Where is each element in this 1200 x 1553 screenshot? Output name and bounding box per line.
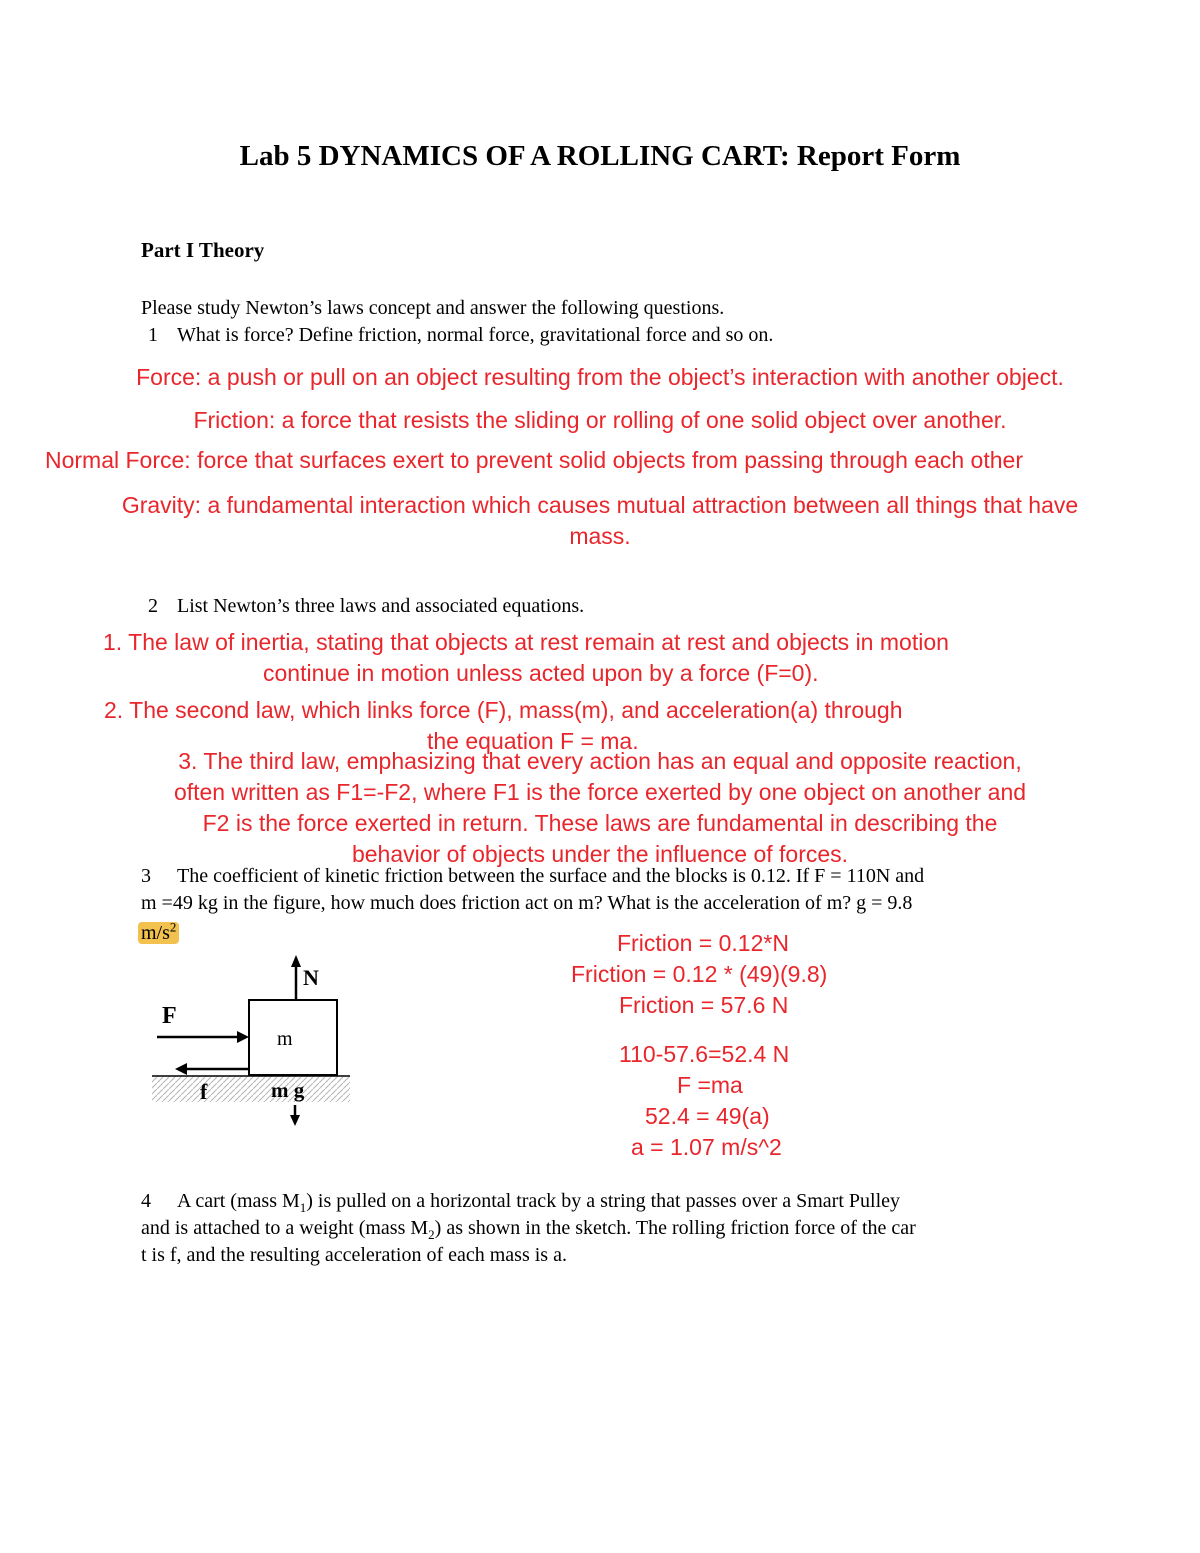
q1-number: 1 [148,324,158,346]
q4-line2-sub: 2 [428,1227,435,1242]
weight-arrowhead [290,1115,300,1126]
q2-number: 2 [148,595,158,617]
q3-line2: m =49 kg in the figure, how much does friction act on m? What is the acceleration of m? g = 9.8 [141,892,913,914]
applied-force-arrowhead [237,1031,249,1043]
q3-units-exponent: 2 [169,919,177,934]
q3-line1: The coefficient of kinetic friction between the surface and the blocks is 0.12. If F = 110N and [177,865,925,887]
q3-answer-friction-sub: Friction = 0.12 * (49)(9.8) [571,961,828,987]
block-label-m: m [277,1028,293,1050]
document-title: Lab 5 DYNAMICS OF A ROLLING CART: Report Form [239,140,961,172]
q2-answer-law2-cont: the equation F = ma. [427,728,639,754]
q4-line1-a: A cart (mass M [177,1190,300,1212]
q2-answer-law3-cont3: behavior of objects under the influence of forces. [351,841,849,867]
q4-line1-sub: 1 [299,1200,307,1215]
q3-answer-acceleration: a = 1.07 m/s^2 [631,1134,782,1160]
q4-line2 [141,1217,916,1243]
part1-heading: Part I Theory [141,238,265,262]
part1-intro: Please study Newton’s laws concept and answer the following questions. [141,297,725,319]
label-N: N [303,965,319,990]
q3-units-text: m/s [141,921,170,944]
q4-line1 [177,1190,900,1216]
q1-answer-force: Force: a push or pull on an object resulting from the object’s interaction with another object. [136,364,1064,390]
label-mg: m g [271,1078,305,1102]
q1-text: What is force? Define friction, normal force, gravitational force and so on. [177,324,774,346]
q4-line1-b: ) is pulled on a horizontal track by a string that passes over a Smart Pulley [306,1190,901,1212]
q2-answer-law1-cont: continue in motion unless acted upon by a force (F=0). [263,660,819,686]
q2-answer-law3-cont1: often written as F1=-F2, where F1 is the force exerted by one object on another and [173,779,1027,805]
q3-answer-newton2: F =ma [677,1072,743,1098]
q2-answer-law2: 2. The second law, which links force (F), mass(m), and acceleration(a) through [104,697,903,723]
q4-line3: t is f, and the resulting acceleration of each mass is a. [141,1244,567,1266]
q1-answer-normal: Normal Force: force that surfaces exert to prevent solid objects from passing through each other [45,447,1023,473]
ground-hatching [152,1076,350,1102]
free-body-diagram [145,945,360,1130]
q3-answer-friction-result: Friction = 57.6 N [619,992,789,1018]
q3-number: 3 [141,865,151,887]
q1-answer-gravity-cont: mass. [569,523,631,549]
label-f: f [200,1079,208,1104]
q1-answer-gravity: Gravity: a fundamental interaction which causes mutual attraction between all things that have [121,492,1079,518]
q2-answer-law3: 3. The third law, emphasizing that every action has an equal and opposite reaction, [178,748,1022,774]
q4-line2-a: and is attached to a weight (mass M [141,1217,429,1239]
q3-answer-net-force: 110-57.6=52.4 N [619,1041,790,1067]
q4-line2-b: ) as shown in the sketch. The rolling friction force of the car [434,1217,916,1239]
q2-answer-law3-cont2: F2 is the force exerted in return. These laws are fundamental in describing the [202,810,998,836]
q4-number: 4 [141,1190,151,1212]
q3-answer-sub: 52.4 = 49(a) [645,1103,770,1129]
q3-answer-friction-formula: Friction = 0.12*N [617,930,789,956]
q2-text: List Newton’s three laws and associated equations. [177,595,585,617]
q2-answer-law1: 1. The law of inertia, stating that objects at rest remain at rest and objects in motion [103,629,949,655]
friction-arrowhead [175,1063,187,1075]
q3-units-highlight [138,919,179,944]
normal-force-arrowhead [291,955,301,967]
label-F: F [162,1003,177,1029]
q1-answer-friction: Friction: a force that resists the sliding or rolling of one solid object over another. [193,407,1007,433]
q3-units [138,919,179,945]
